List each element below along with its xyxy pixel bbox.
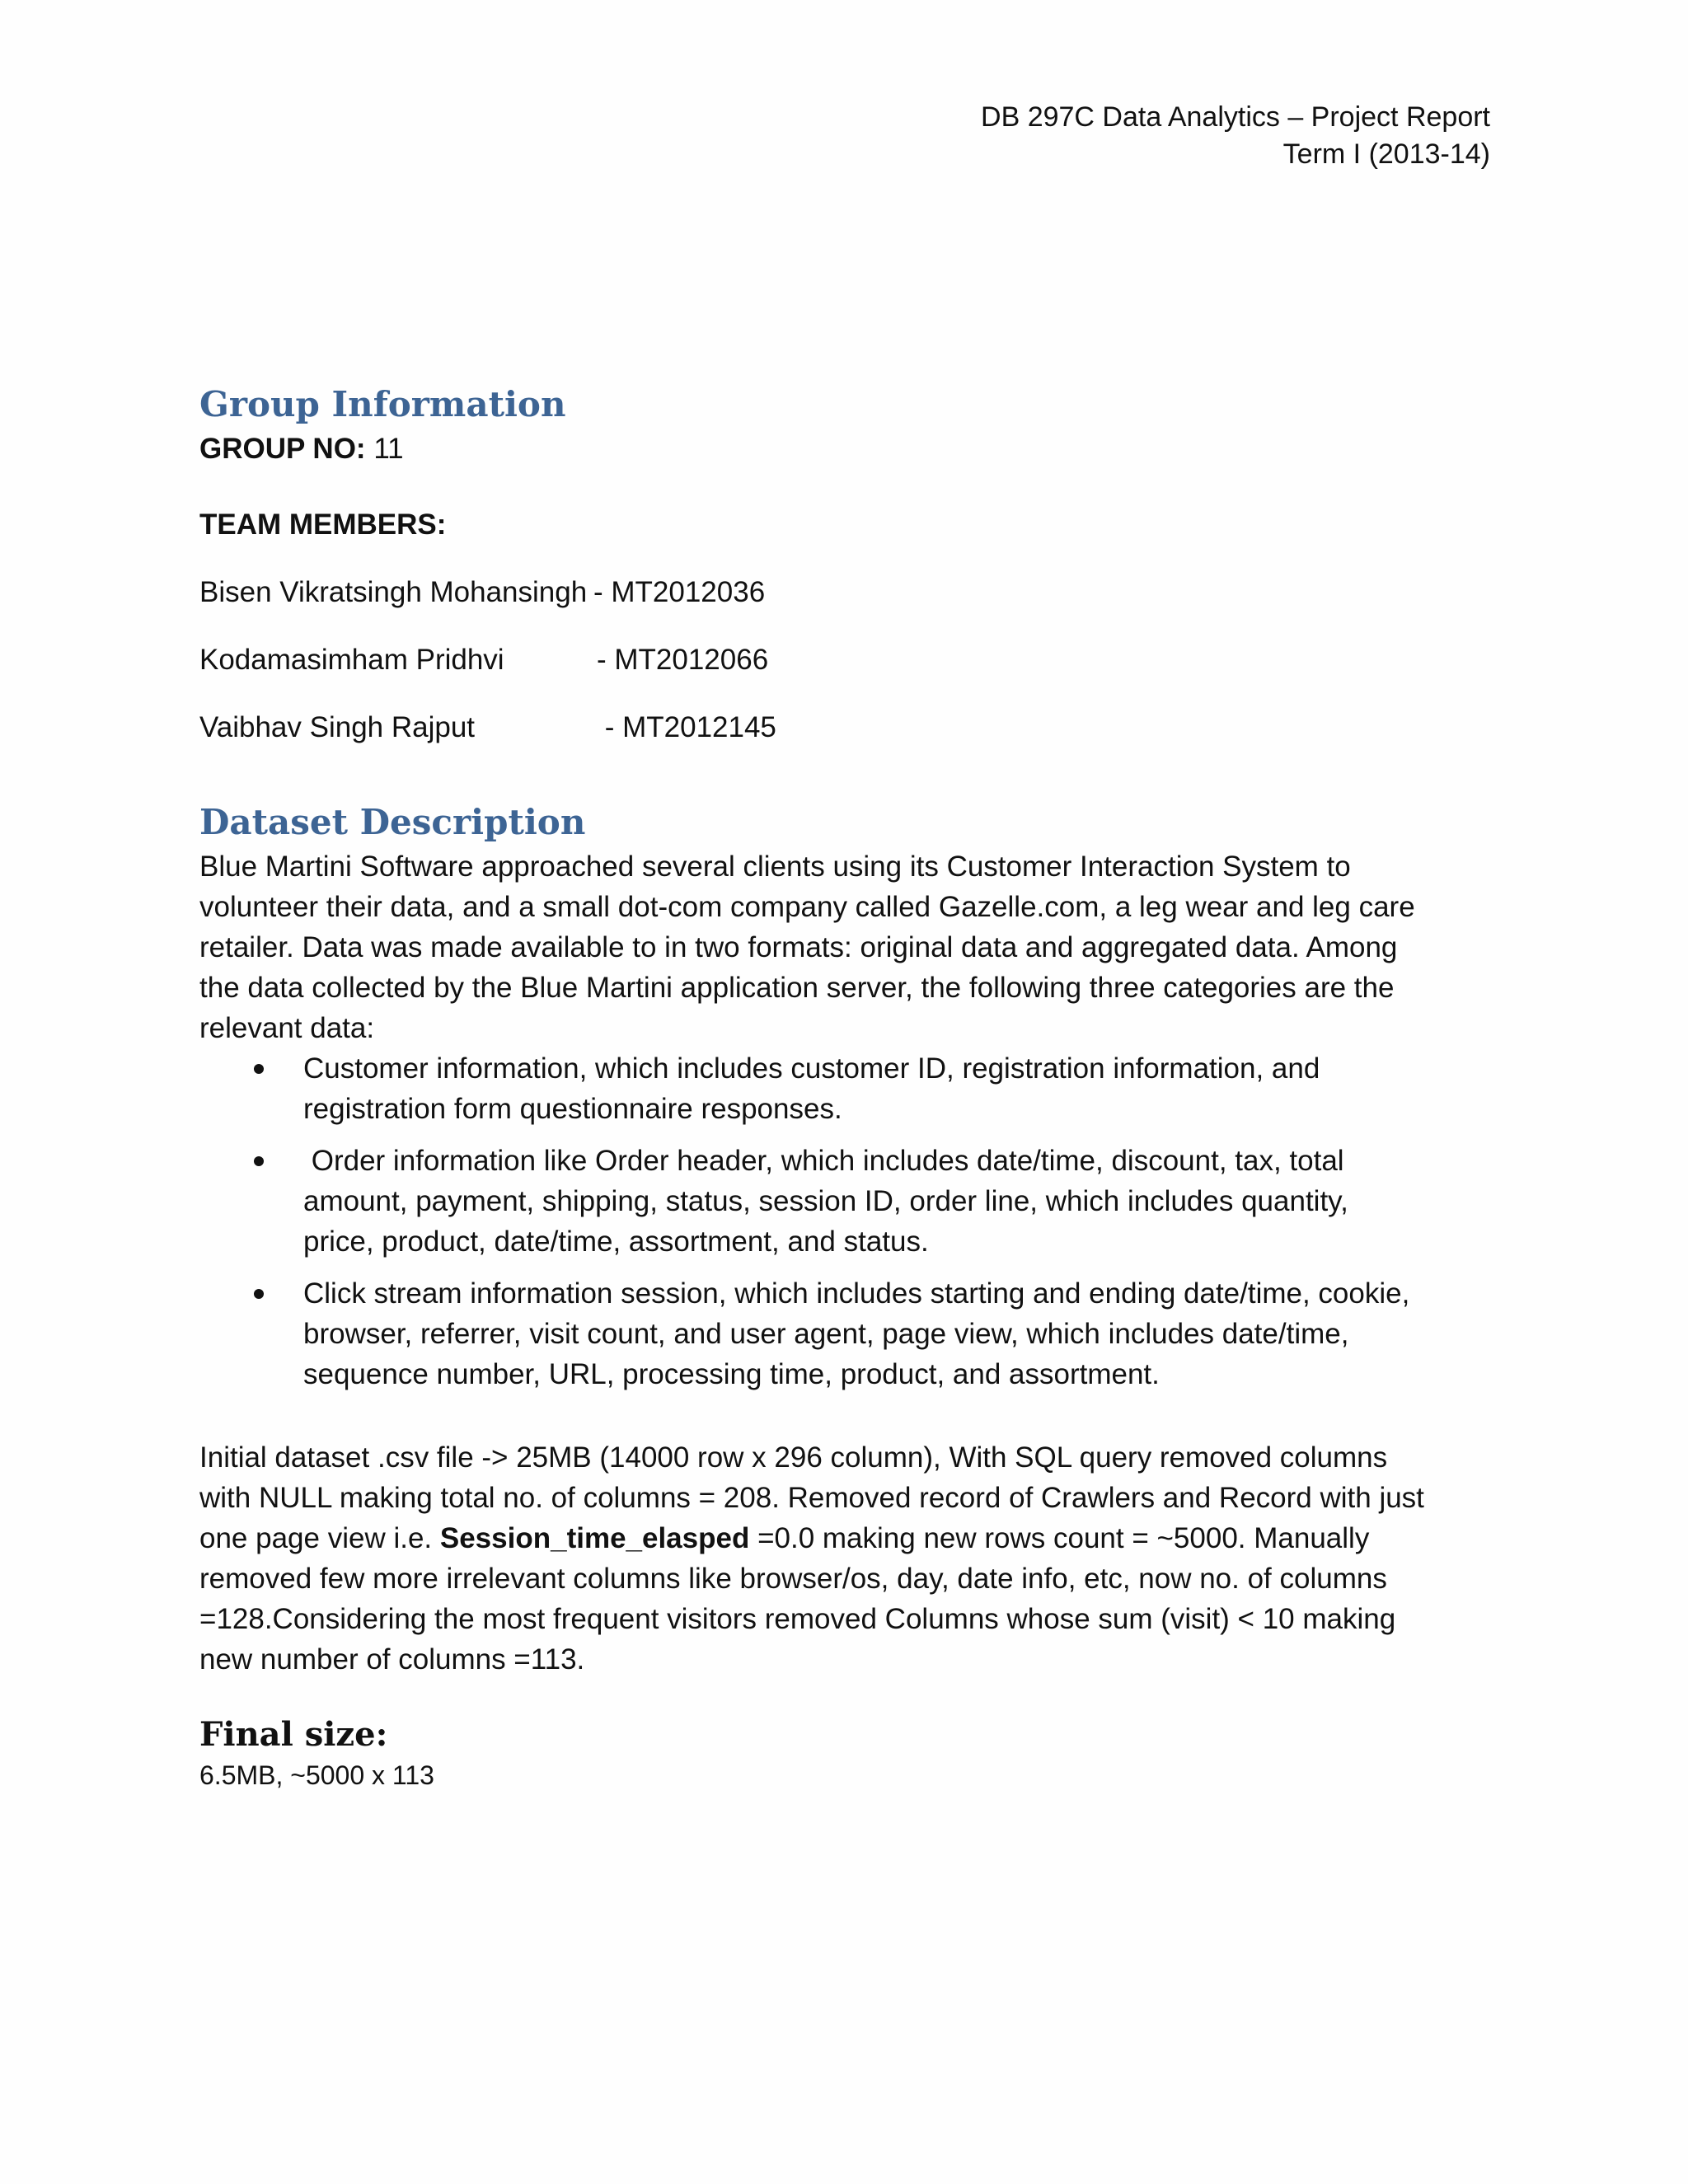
list-item-line: Order information like Order header, which includes date/time, discount, tax, total	[303, 1145, 1344, 1177]
list-item	[199, 1273, 1493, 1394]
member-name: Vaibhav Singh Rajput	[199, 711, 476, 743]
list-item	[199, 1048, 1493, 1129]
processing-line	[199, 1518, 1493, 1558]
group-number-label: GROUP NO:	[199, 433, 366, 465]
intro-line: relevant data:	[199, 1012, 375, 1044]
list-item-line: Click stream information session, which includes starting and ending date/time, cookie,	[303, 1277, 1410, 1310]
bullet-icon	[254, 1289, 264, 1299]
member-name: Kodamasimham Pridhvi	[199, 644, 504, 676]
intro-line: retailer. Data was made available to in two formats: original data and aggregated data. Among	[199, 931, 1398, 963]
processing-text: =0.0 making new rows count = ~5000. Manually	[749, 1522, 1370, 1554]
member-id: - MT2012145	[597, 711, 776, 743]
list-item-line: price, product, date/time, assortment, and status.	[303, 1226, 929, 1258]
report-body	[199, 381, 1493, 1793]
list-item	[199, 1141, 1493, 1262]
intro-line: Blue Martini Software approached several clients using its Customer Interaction System to	[199, 851, 1351, 883]
report-header	[981, 99, 1490, 173]
team-member-row	[199, 640, 1493, 680]
member-name: Bisen Vikratsingh Mohansingh	[199, 576, 588, 608]
group-information-heading: Group Information	[199, 384, 566, 424]
processing-line: with NULL making total no. of columns = 208. Removed record of Crawlers and Record with just	[199, 1482, 1424, 1514]
list-item-line: browser, referrer, visit count, and user agent, page view, which includes date/time,	[303, 1318, 1349, 1350]
intro-line: the data collected by the Blue Martini application server, the following three categories are the	[199, 972, 1395, 1004]
processing-line: removed few more irrelevant columns like browser/os, day, date info, etc, now no. of columns	[199, 1563, 1387, 1595]
list-item-line: Customer information, which includes customer ID, registration information, and	[303, 1052, 1320, 1085]
data-categories-list	[199, 1048, 1493, 1394]
intro-line: volunteer their data, and a small dot-com company called Gazelle.com, a leg wear and leg care	[199, 891, 1415, 923]
session-time-field: Session_time_elasped	[439, 1522, 750, 1554]
final-size-heading: Final size:	[199, 1715, 388, 1754]
processing-line: =128.Considering the most frequent visitors removed Columns whose sum (visit) < 10 making	[199, 1603, 1396, 1635]
list-item-line: sequence number, URL, processing time, product, and assortment.	[303, 1358, 1160, 1390]
bullet-icon	[254, 1064, 264, 1074]
team-members-label: TEAM MEMBERS:	[199, 509, 447, 541]
processing-text: one page view i.e.	[199, 1522, 440, 1554]
list-item-line: amount, payment, shipping, status, session ID, order line, which includes quantity,	[303, 1185, 1348, 1217]
team-members-list	[199, 572, 1493, 748]
member-id: - MT2012066	[597, 644, 769, 676]
team-member-row	[199, 572, 1493, 612]
dataset-intro	[199, 846, 1493, 1048]
group-number-value: 11	[365, 433, 404, 465]
list-item-line: registration form questionnaire responses.	[303, 1093, 842, 1125]
header-course-title: DB 297C Data Analytics – Project Report	[981, 101, 1490, 133]
header-term: Term I (2013-14)	[1282, 138, 1490, 170]
final-size-value: 6.5MB, ~5000 x 113	[199, 1760, 434, 1790]
processing-line: Initial dataset .csv file -> 25MB (14000 row x 296 column), With SQL query removed columns	[199, 1441, 1388, 1474]
processing-line: new number of columns =113.	[199, 1643, 585, 1675]
processing-paragraph	[199, 1437, 1493, 1680]
bullet-icon	[254, 1156, 264, 1166]
group-number	[199, 429, 1493, 469]
dataset-description-heading: Dataset Description	[199, 802, 586, 842]
member-id: - MT2012036	[593, 576, 766, 608]
team-member-row	[199, 707, 1493, 748]
